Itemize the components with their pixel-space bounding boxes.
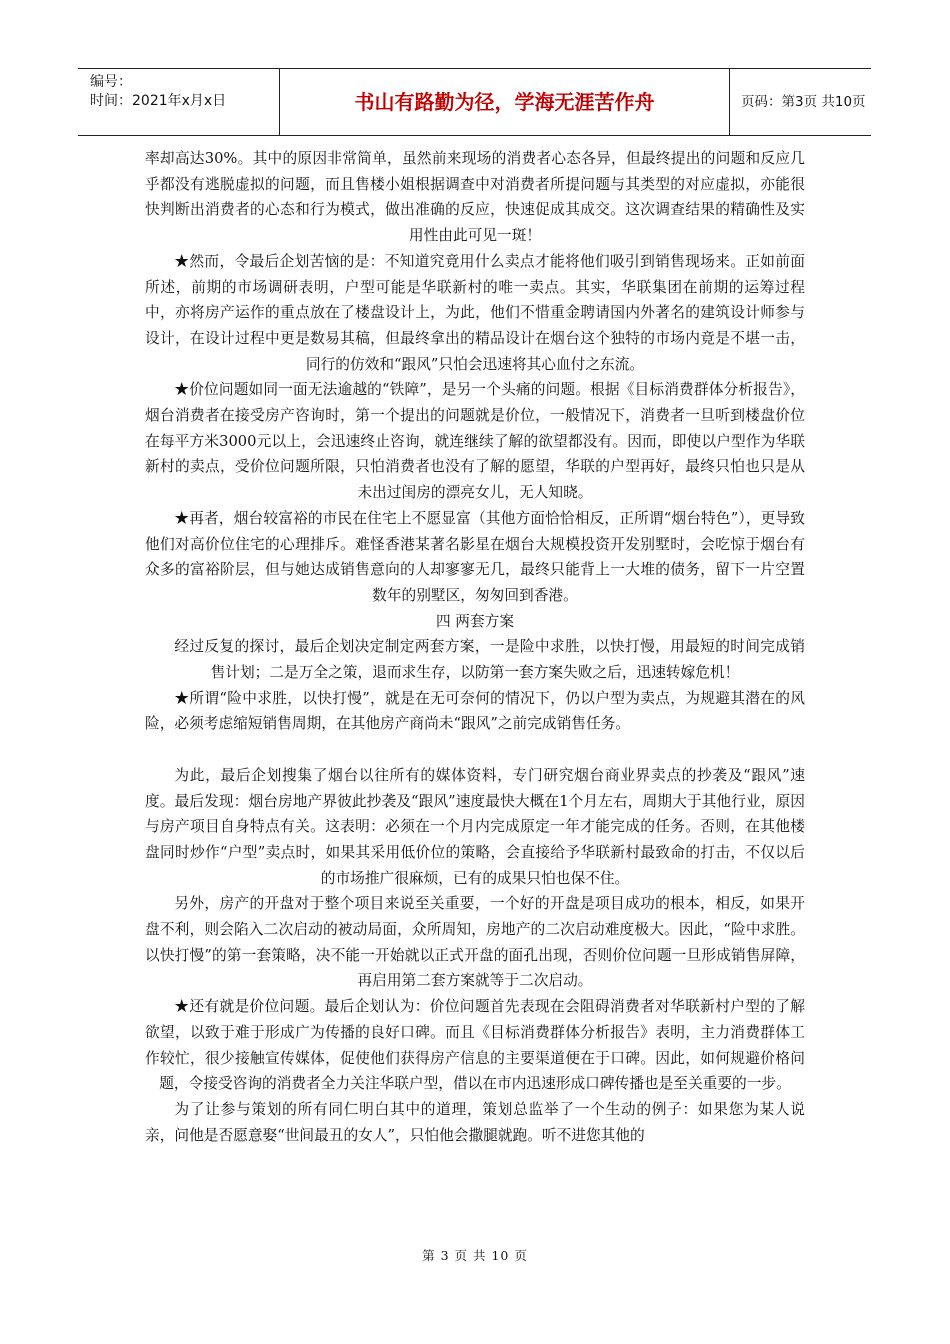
document-number-label: 编号： xyxy=(90,74,132,90)
blank-line xyxy=(145,737,805,763)
header-page-number: 页码：第3页 共10页 xyxy=(741,94,866,110)
paragraph: ★然而，令最后企划苦恼的是：不知道究竟用什么卖点才能将他们吸引到销售现场来。正如前面所述，前期的市场调研表明，户型可能是华联新村的唯一卖点。其实，华联集团在前期的运筹过程中，亦将房产运作的重点放在了楼盘设计上，为此，他们不惜重金聘请国内外著名的建筑设计师参与设计，在设计过程中更是数易其稿，但最终拿出的精品设计在烟台这个独特的市场内竟是不堪一击，同行的仿效和“跟风”只怕会迅速将其心血付之东流。 xyxy=(145,252,805,373)
paragraph: 率却高达30%。其中的原因非常简单，虽然前来现场的消费者心态各异，但最终提出的问题和反应几乎都没有逃脱虚拟的问题，而且售楼小姐根据调查中对消费者所提问题与其类型的对应虚拟，亦能很快判断出消费者的心态和行为模式，做出准确的反应，快速促成其成交。这次调查结果的精确性及实用性由此可见一斑！ xyxy=(145,150,805,245)
paragraph: ★还有就是价位问题。最后企划认为：价位问题首先表现在会阻碍消费者对华联新村户型的了解欲望，以致于难于形成广为传播的良好口碑。而且《目标消费群体分析报告》表明，主力消费群体工作较忙，很少接触宣传媒体，促使他们获得房产信息的主要渠道便在于口碑。因此，如何规避价格问题，令接受咨询的消费者全力关注华联户型，借以在市内迅速形成口碑传播也是至关重要的一步。 xyxy=(145,998,805,1093)
paragraph: ★所谓“险中求胜，以快打慢”，就是在无可奈何的情况下，仍以户型为卖点，为规避其潜在的风险，必须考虑缩短销售周期，在其他房产商尚未“跟风”之前完成销售任务。 xyxy=(145,689,805,733)
header-motto: 书山有路勤为径，学海无涯苦作舟 xyxy=(280,69,730,135)
paragraph: ★再者，烟台较富裕的市民在住宅上不愿显富（其他方面恰恰相反，正所谓“烟台特色”），更导致他们对高价位住宅的心理排斥。难怪香港某著名影星在烟台大规模投资开发别墅时，会吃惊于烟台有众多的富裕阶层，但与她达成销售意向的人却寥寥无几，最终只能背上一大堆的债务，留下一片空置数年的别墅区，匆匆回到香港。 xyxy=(145,509,805,604)
paragraph: 为了让参与策划的所有同仁明白其中的道理，策划总监举了一个生动的例子：如果您为某人说亲，问他是否愿意娶“世间最丑的女人”，只怕他会撒腿就跑。听不进您其他的 xyxy=(145,1101,805,1144)
page-header xyxy=(78,68,871,136)
paragraph: 另外，房产的开盘对于整个项目来说至关重要，一个好的开盘是项目成功的根本，相反，如果开盘不利，则会陷入二次启动的被动局面，众所周知，房地产的二次启动难度极大。因此，“险中求胜。以快打慢”的第一套策略，决不能一开始就以正式开盘的面孔出现，否则价位问题一旦形成销售屏障，再启用第二套方案就等于二次启动。 xyxy=(145,895,805,990)
paragraph: 为此，最后企划搜集了烟台以往所有的媒体资料，专门研究烟台商业界卖点的抄袭及“跟风”速度。最后发现：烟台房地产界彼此抄袭及“跟风”速度最快大概在1个月左右，周期大于其他行业，原因与房产项目自身特点有关。这表明：必须在一个月内完成原定一年才能完成的任务。否则，在其他楼盘同时炒作“户型”卖点时，如果其采用低价位的策略，会直接给予华联新村最致命的打击，不仅以后的市场推广很麻烦，已有的成果只怕也保不住。 xyxy=(145,766,805,887)
document-time-label: 时间：2021年x月x日 xyxy=(90,93,227,109)
paragraph: 经过反复的探讨，最后企划决定制定两套方案，一是险中求胜，以快打慢，用最短的时间完成销售计划；二是万全之策，退而求生存，以防第一套方案失败之后，迅速转嫁危机！ xyxy=(174,638,805,682)
page-footer: 第 3 页 共 10 页 xyxy=(422,1248,528,1263)
section-title: 四 两套方案 xyxy=(435,612,515,630)
paragraph: ★价位问题如同一面无法逾越的“铁障”，是另一个头痛的问题。根据《目标消费群体分析报告》，烟台消费者在接受房产咨询时，第一个提出的问题就是价位，一般情况下，消费者一旦听到楼盘价位在每平方米3000元以上，会迅速终止咨询，就连继续了解的欲望都没有。因而，即使以户型作为华联新村的卖点，受价位问题所限，只怕消费者也没有了解的愿望，华联的户型再好，最终只怕也只是从未出过闺房的漂亮女儿，无人知晓。 xyxy=(145,381,805,502)
document-body xyxy=(145,146,805,1148)
header-meta xyxy=(78,69,280,135)
